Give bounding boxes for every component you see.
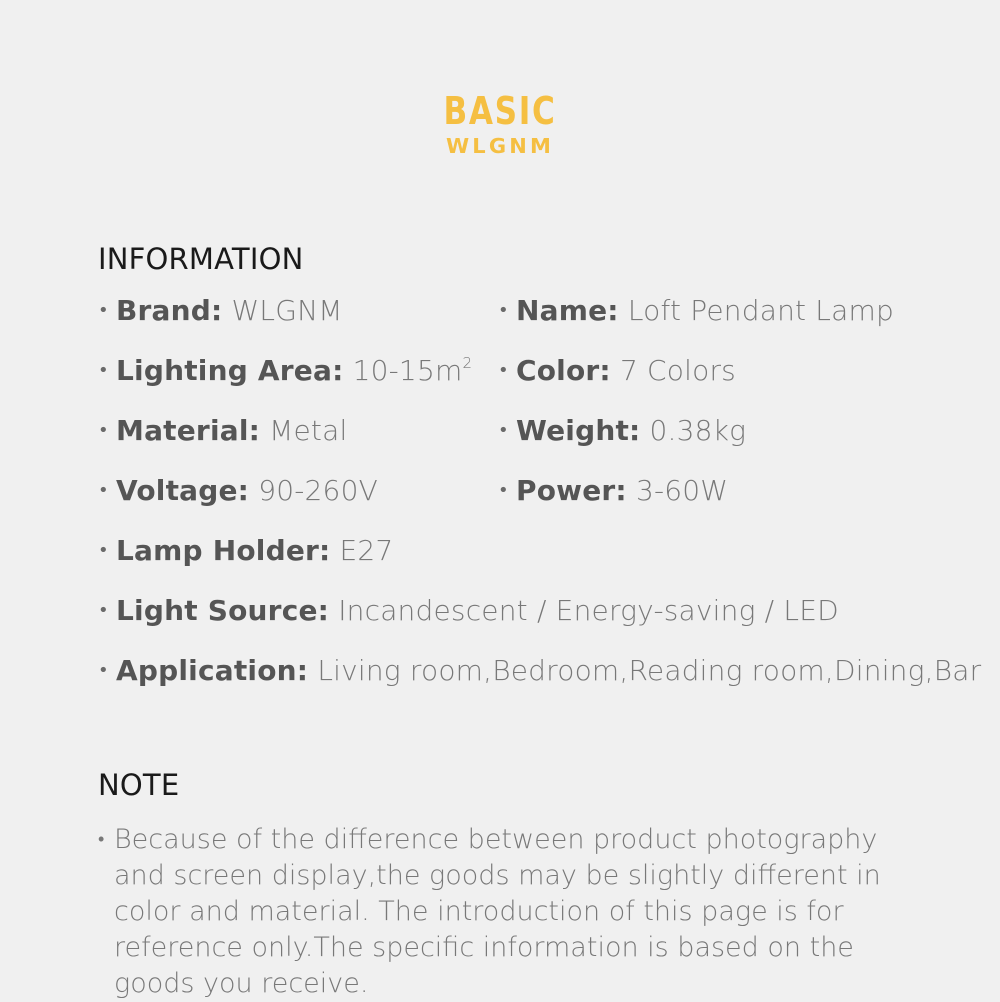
spec-value: 7 Colors xyxy=(619,354,736,387)
spec-key: Voltage: xyxy=(116,474,250,507)
spec-key: Power: xyxy=(516,474,627,507)
spec-weight xyxy=(498,414,747,447)
bullet: • xyxy=(98,660,109,681)
spec-lighting-area xyxy=(98,354,473,387)
spec-value-text: 10-15m xyxy=(352,354,463,387)
spec-key: Material: xyxy=(116,414,261,447)
spec-brand xyxy=(98,294,343,327)
spec-value: Metal xyxy=(269,414,348,447)
bullet: • xyxy=(498,300,509,321)
logo-sub-text: WLGNM xyxy=(445,134,555,158)
bullet: • xyxy=(98,420,109,441)
logo-main-text: BASIC xyxy=(443,89,557,133)
spec-value: Incandescent / Energy-saving / LED xyxy=(338,594,839,627)
spec-lamp-holder xyxy=(98,534,394,567)
note-paragraph xyxy=(98,822,918,1002)
spec-key: Application: xyxy=(116,654,309,687)
spec-power xyxy=(498,474,729,507)
bullet: • xyxy=(498,360,509,381)
spec-name xyxy=(498,294,894,327)
information-heading: INFORMATION xyxy=(98,242,304,276)
note-text: Because of the difference between product photography and screen display,the goods may be slightly different in color and material. The introduction of this page is for reference only.The specific information is based on the goods you receive. xyxy=(114,824,881,999)
spec-key: Name: xyxy=(516,294,619,327)
spec-key: Lamp Holder: xyxy=(116,534,331,567)
spec-color xyxy=(498,354,736,387)
superscript: 2 xyxy=(462,354,473,372)
bullet: • xyxy=(98,300,109,321)
spec-key: Weight: xyxy=(516,414,641,447)
spec-value: 0.38kg xyxy=(649,414,747,447)
spec-light-source xyxy=(98,594,839,627)
spec-value: Living room,Bedroom,Reading room,Dining,Bar xyxy=(317,654,982,687)
spec-key: Color: xyxy=(516,354,611,387)
brand-logo xyxy=(0,89,1000,158)
spec-value: 90-260V xyxy=(258,474,378,507)
bullet: • xyxy=(498,480,509,501)
spec-voltage xyxy=(98,474,378,507)
spec-key: Lighting Area: xyxy=(116,354,344,387)
bullet: • xyxy=(98,540,109,561)
spec-key: Brand: xyxy=(116,294,223,327)
bullet: • xyxy=(498,420,509,441)
spec-value xyxy=(353,354,473,387)
spec-value: Loft Pendant Lamp xyxy=(627,294,894,327)
spec-value: WLGNM xyxy=(231,294,343,327)
note-heading: NOTE xyxy=(98,768,180,802)
spec-value: E27 xyxy=(339,534,394,567)
spec-material xyxy=(98,414,348,447)
bullet: • xyxy=(98,600,109,621)
bullet: • xyxy=(98,480,109,501)
spec-key: Light Source: xyxy=(116,594,330,627)
bullet: • xyxy=(98,360,109,381)
spec-value: 3-60W xyxy=(635,474,729,507)
bullet: • xyxy=(98,829,105,850)
spec-application xyxy=(98,654,982,687)
